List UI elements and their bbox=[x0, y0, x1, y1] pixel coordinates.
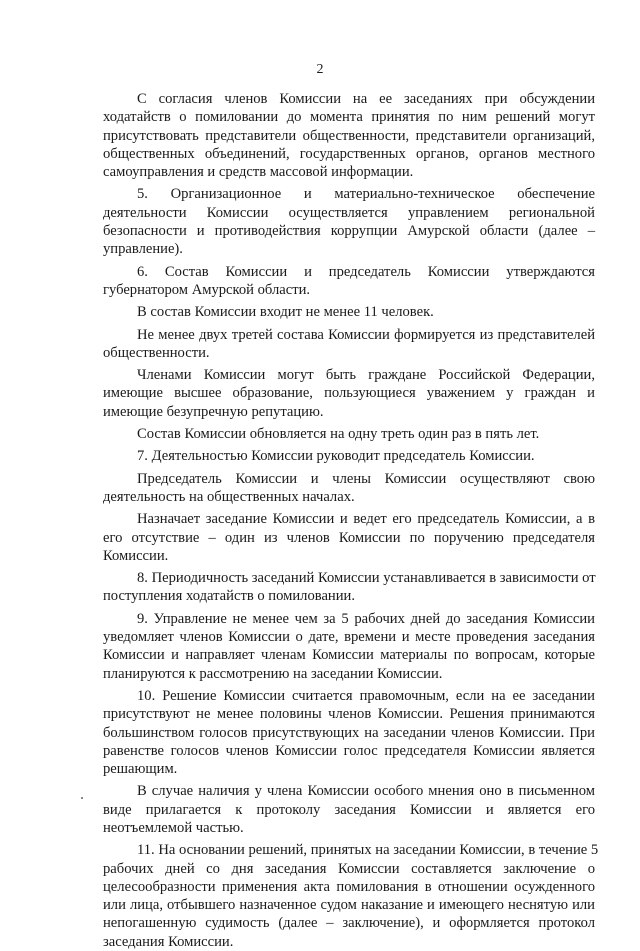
text-line: общественности. bbox=[103, 344, 210, 361]
text-line: непогашенную судимость (далее – заключение), и оформляется протокол bbox=[103, 915, 595, 932]
paragraph bbox=[103, 263, 595, 300]
text-line: присутствуют не менее половины членов Комиссии. Решения принимаются bbox=[103, 706, 595, 723]
paragraph bbox=[103, 841, 599, 951]
text-line: 9. Управление не менее чем за 5 рабочих дней до заседания Комиссии bbox=[137, 610, 595, 627]
text-line: Назначает заседание Комиссии и ведет его председатель Комиссии, а в bbox=[137, 511, 595, 528]
text-line: 10. Решение Комиссии считается правомочным, если на ее заседании bbox=[137, 687, 595, 704]
text-line: безопасности и противодействия коррупции Амурской области (далее – bbox=[103, 223, 595, 240]
text-line: Председатель Комиссии и члены Комиссии осуществляют свою bbox=[137, 470, 595, 487]
text-line: присутствовать представители общественности, представители организаций, bbox=[103, 127, 595, 144]
text-line: поступления ходатайств о помиловании. bbox=[103, 588, 356, 605]
document-body bbox=[103, 90, 599, 951]
text-line: В случае наличия у члена Комиссии особого мнения оно в письменном bbox=[137, 783, 595, 800]
page-number: 2 bbox=[316, 62, 324, 77]
paragraph bbox=[103, 303, 595, 321]
text-line: решающим. bbox=[103, 761, 178, 778]
text-line: целесообразности применения акта помилования в отношении осужденного bbox=[103, 878, 595, 895]
text-line: 5. Организационное и материально-техническое обеспечение bbox=[137, 186, 595, 203]
text-line: Не менее двух третей состава Комиссии формируется из представителей bbox=[137, 326, 595, 343]
paragraph bbox=[103, 569, 595, 606]
text-line: Комиссии и направляет членам Комиссии материалы по вопросам, которые bbox=[103, 647, 595, 664]
text-line: Комиссии. bbox=[103, 547, 169, 564]
paragraph bbox=[103, 510, 595, 565]
text-line: общественных объединений, государственных органов, органов местного bbox=[103, 145, 595, 162]
text-line: ходатайств о помиловании до момента принятия по ним решений могут bbox=[103, 109, 595, 126]
text-line: губернатором Амурской области. bbox=[103, 281, 311, 298]
text-line: деятельность на общественных началах. bbox=[103, 488, 355, 505]
text-line: 11. На основании решений, принятых на заседании Комиссии, в течение 5 bbox=[137, 842, 599, 859]
paragraph bbox=[103, 782, 595, 837]
text-line: 8. Периодичность заседаний Комиссии устанавливается в зависимости от bbox=[137, 570, 596, 587]
paragraph bbox=[103, 326, 595, 363]
text-line: неотъемлемой частью. bbox=[103, 819, 244, 836]
text-line: С согласия членов Комиссии на ее заседаниях при обсуждении bbox=[137, 91, 595, 107]
text-line: В состав Комиссии входит не менее 11 человек. bbox=[137, 304, 434, 321]
text-line: большинством голосов присутствующих на заседании членов Комиссии. При bbox=[103, 724, 595, 741]
text-line: самоуправления и средств массовой информации. bbox=[103, 164, 414, 181]
text-line: Членами Комиссии могут быть граждане Российской Федерации, bbox=[137, 367, 595, 384]
paragraph bbox=[103, 687, 595, 778]
paragraph bbox=[103, 90, 595, 181]
text-line: или лица, отбывшего назначенное судом наказание и имеющего неснятую или bbox=[103, 897, 595, 914]
paragraph bbox=[103, 366, 595, 421]
text-line: имеющие высшее образование, пользующиеся уважением у граждан и bbox=[103, 385, 595, 402]
text-line: имеющие безупречную репутацию. bbox=[103, 403, 324, 420]
paragraph bbox=[103, 185, 595, 258]
paragraph bbox=[103, 447, 595, 465]
paragraph bbox=[103, 610, 595, 683]
text-line: его отсутствие – один из членов Комиссии по поручению председателя bbox=[103, 529, 595, 546]
text-line: рабочих дней со дня заседания Комиссии составляется заключение о bbox=[103, 860, 595, 877]
paragraph bbox=[103, 470, 595, 507]
text-line: равенстве голосов членов Комиссии голос председателя Комиссии является bbox=[103, 742, 595, 759]
margin-dot bbox=[81, 797, 83, 799]
text-line: 7. Деятельностью Комиссии руководит председатель Комиссии. bbox=[137, 448, 535, 465]
text-line: заседания Комиссии. bbox=[103, 933, 234, 950]
text-line: Состав Комиссии обновляется на одну треть один раз в пять лет. bbox=[137, 426, 540, 443]
text-line: планируются к рассмотрению на заседании Комиссии. bbox=[103, 665, 443, 682]
text-line: виде прилагается к протоколу заседания Комиссии и является его bbox=[103, 801, 595, 818]
text-line: уведомляет членов Комиссии о дате, времени и месте проведения заседания bbox=[103, 629, 595, 646]
text-line: деятельности Комиссии осуществляется управлением региональной bbox=[103, 204, 595, 221]
text-line: управление). bbox=[103, 241, 183, 258]
paragraph bbox=[103, 425, 595, 443]
text-line: 6. Состав Комиссии и председатель Комиссии утверждаются bbox=[137, 263, 595, 280]
